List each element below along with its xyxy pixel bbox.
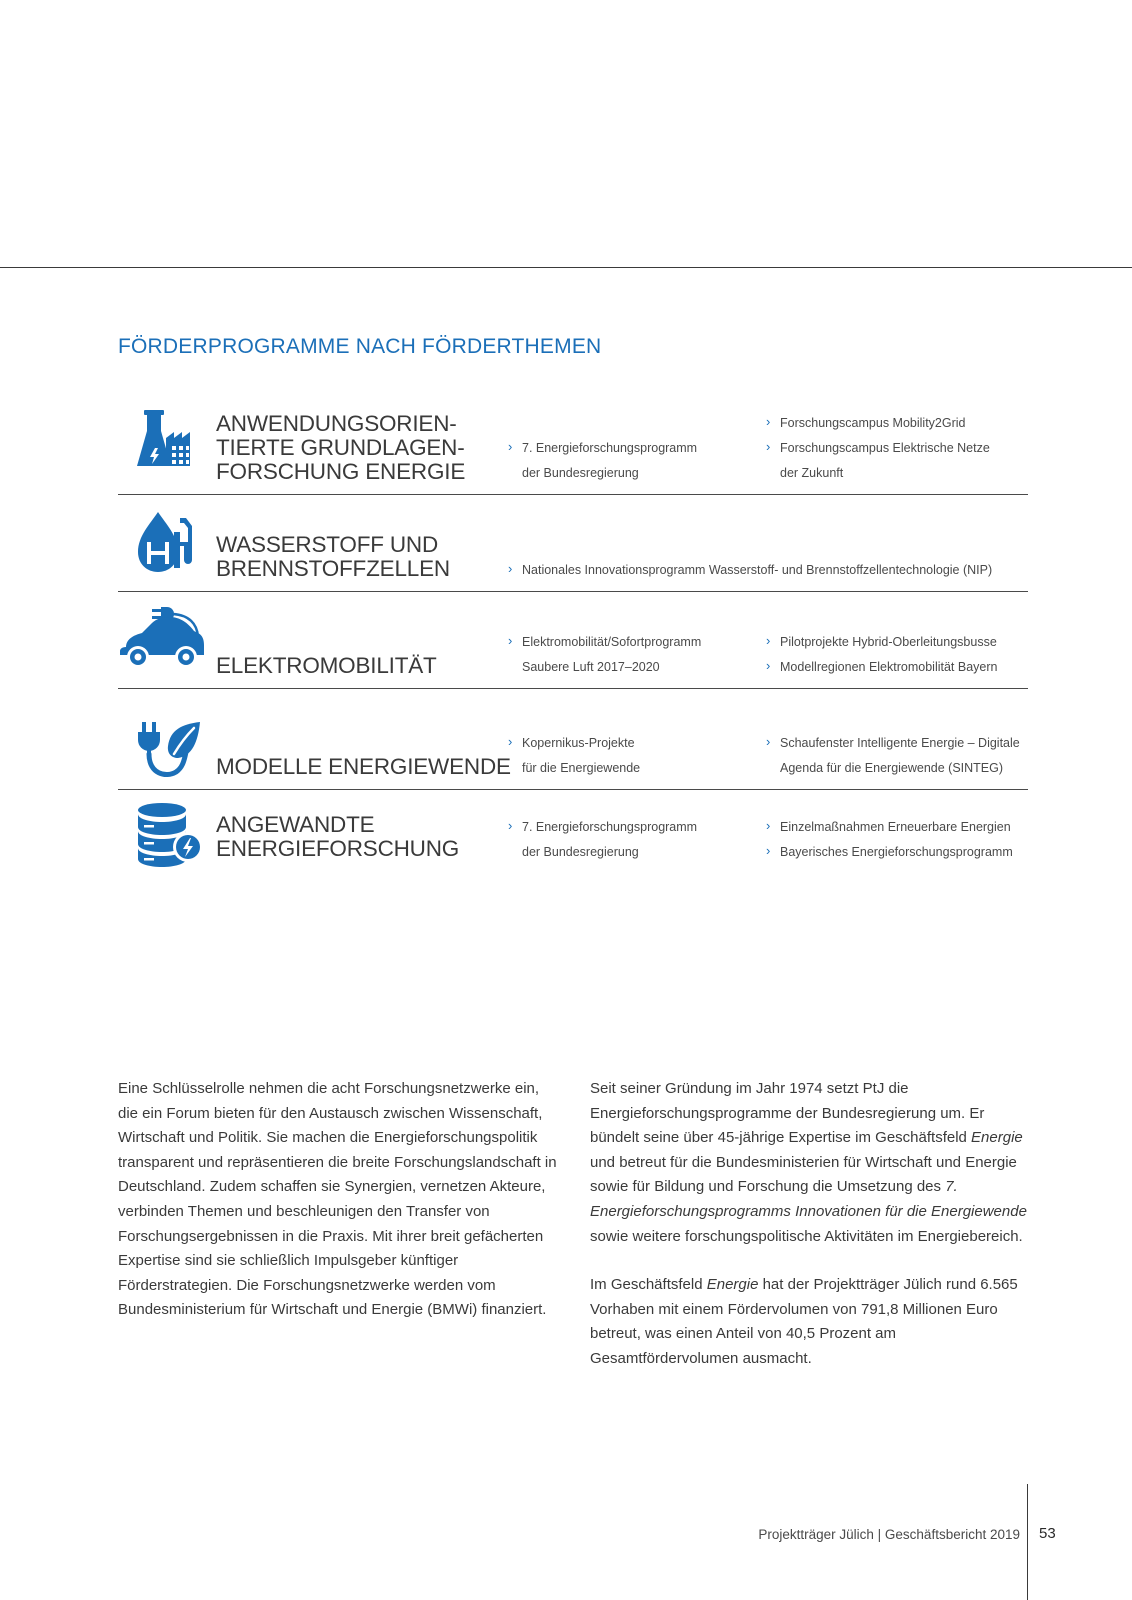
topic-title: ANGEWANDTE ENERGIEFORSCHUNG <box>216 812 460 861</box>
topic-programs-col2 <box>766 411 1036 486</box>
program-item: › Forschungscampus Mobility2Grid <box>766 411 1036 436</box>
section-title: FÖRDERPROGRAMME NACH FÖRDERTHEMEN <box>118 335 602 358</box>
topic-programs-col2 <box>766 630 1036 680</box>
program-item: › Modellregionen Elektromobilität Bayern <box>766 655 1036 680</box>
topic-row-modelle-energiewende <box>118 688 1028 790</box>
topic-programs-col1 <box>508 436 748 486</box>
topic-programs-col1 <box>508 630 748 680</box>
energy-database-icon <box>136 801 204 867</box>
body-paragraph: Seit seiner Gründung im Jahr 1974 setzt PtJ die Energieforschungsprogramme der Bundesregierung um. Er bündelt seine über 45-jährige Expertise im Geschäftsfeld Energie und betreut für die Bundesministerien für Wirtschaft und Energie sowie für Bildung und Forschung die Umsetzung des 7. Energieforschungsprogramms Innovationen für die Energiewende sowie weitere forschungspolitische Aktivitäten im Energiebereich. <box>590 1080 1027 1245</box>
topic-title: MODELLE ENERGIEWENDE <box>216 754 511 779</box>
body-paragraph: Eine Schlüsselrolle nehmen die acht Forschungsnetzwerke ein, die ein Forum bieten für den Austausch zwischen Wissenschaft, Wirtschaft und Politik. Sie machen die Energieforschungspolitik transparent und repräsentieren die breite Forschungslandschaft in Deutschland. Zudem schaffen sie Synergien, vernetzen Akteure, verbinden Themen und beschleunigen den Transfer von Forschungsergebnissen in die Praxis. Mit ihrer breit gefächerten Expertise sind sie schließlich Impulsgeber künftiger Förderstrategien. Die Forschungsnetzwerke werden vom Bundesministerium für Wirtschaft und Energie (BMWi) finanziert. <box>118 1080 557 1319</box>
program-item: › Kopernikus-Projekte für die Energiewende <box>508 731 748 781</box>
topic-programs-col1 <box>508 558 1028 583</box>
body-paragraph: Im Geschäftsfeld Energie hat der Projektträger Jülich rund 6.565 Vorhaben mit einem Fördervolumen von 791,8 Millionen Euro betreut, was einen Anteil von 40,5 Prozent am Gesamtfördervolumen ausmacht. <box>590 1276 1018 1367</box>
topic-row-angewandte-energieforschung <box>118 789 1028 887</box>
footer-divider <box>1027 1484 1028 1600</box>
plug-leaf-icon <box>136 720 206 780</box>
program-item: › Pilotprojekte Hybrid-Oberleitungsbusse <box>766 630 1036 655</box>
program-item: › 7. Energieforschungsprogramm der Bundesregierung <box>508 815 748 865</box>
topic-programs-col1 <box>508 731 748 781</box>
electric-car-icon <box>118 605 208 669</box>
program-item: › Elektromobilität/Sofortprogramm Saubere Luft 2017–2020 <box>508 630 748 680</box>
topic-programs-col2 <box>766 815 1036 865</box>
topic-row-elektromobilitaet <box>118 591 1028 689</box>
lab-factory-icon <box>136 408 194 472</box>
footer-publication: Projektträger Jülich | Geschäftsbericht 2019 <box>758 1527 1020 1542</box>
topic-programs-col1 <box>508 815 748 865</box>
program-item: › 7. Energieforschungsprogramm der Bundesregierung <box>508 436 748 486</box>
program-item: › Nationales Innovationsprogramm Wasserstoff- und Brennstoffzellentechnologie (NIP) <box>508 558 1028 583</box>
program-item: › Einzelmaßnahmen Erneuerbare Energien <box>766 815 1036 840</box>
topic-row-wasserstoff <box>118 494 1028 592</box>
program-item: › Bayerisches Energieforschungsprogramm <box>766 840 1036 865</box>
topic-programs-col2 <box>766 731 1041 781</box>
page-number: 53 <box>1039 1525 1056 1542</box>
topic-row-grundlagenforschung <box>118 398 1028 495</box>
hydrogen-pump-icon <box>136 510 196 574</box>
body-text-right <box>590 1077 1030 1396</box>
topic-title: ELEKTROMOBILITÄT <box>216 653 437 678</box>
topic-title: ANWENDUNGSORIEN- TIERTE GRUNDLAGEN- FORSCHUNG ENERGIE <box>216 411 466 484</box>
body-text-left <box>118 1077 558 1347</box>
program-item: › Schaufenster Intelligente Energie – Digitale Agenda für die Energiewende (SINTEG) <box>766 731 1041 781</box>
topic-title: WASSERSTOFF UND BRENNSTOFFZELLEN <box>216 532 450 581</box>
program-item: › Forschungscampus Elektrische Netze der Zukunft <box>766 436 1036 486</box>
top-divider <box>0 267 1132 268</box>
